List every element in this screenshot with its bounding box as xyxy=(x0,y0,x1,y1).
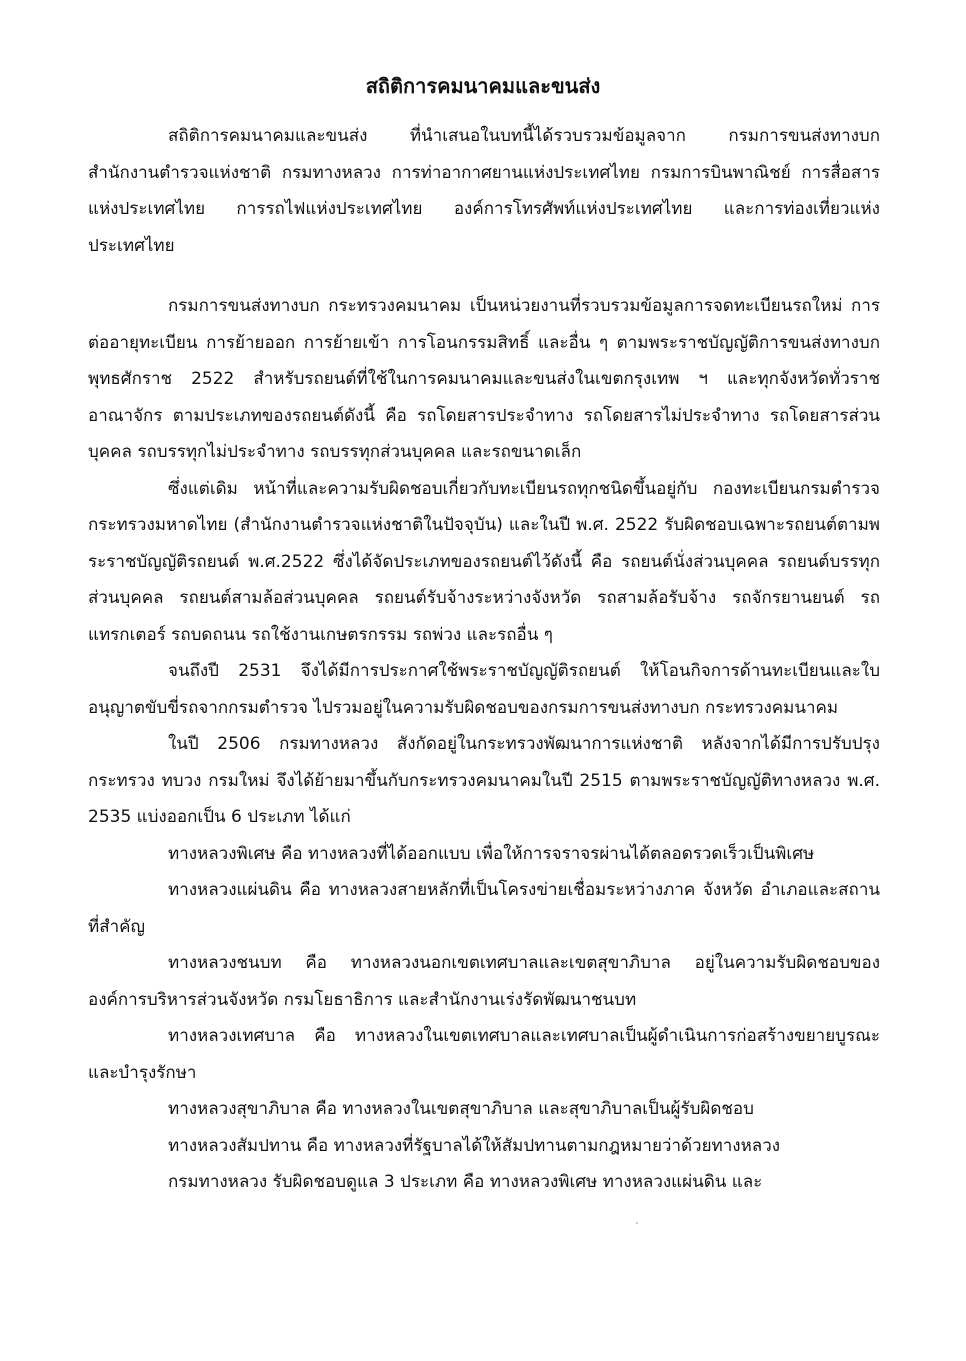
document-body xyxy=(88,118,880,1201)
paragraph-highway-responsibility: กรมทางหลวง รับผิดชอบดูแล 3 ประเภท คือ ทางหลวงพิเศษ ทางหลวงแผ่นดิน และ xyxy=(168,1172,763,1192)
page-title: สถิติการคมนาคมและขนส่ง xyxy=(365,74,601,98)
scan-speck xyxy=(636,1222,638,1224)
paragraph-data-sources: สถิติการคมนาคมและขนส่ง ที่นำเสนอในบทนี้ได้รวบรวมข้อมูลจาก กรมการขนส่งทางบก สำนักงานตำรวจแห่งชาติ กรมทางหลวง การท่าอากาศยานแห่งประเทศไทย กรมการบินพาณิชย์ การสื่อสารแห่งประเทศไทย การรถไฟแห่งประเทศไทย องค์การโทรศัพท์แห่งประเทศไทย และการท่องเที่ยวแห่งประเทศไทย xyxy=(88,126,880,256)
paragraph-special-highway: ทางหลวงพิเศษ คือ ทางหลวงที่ได้ออกแบบ เพื่อให้การจราจรผ่านได้ตลอดรวดเร็วเป็นพิเศษ xyxy=(168,843,815,864)
paragraph-rural-highway: ทางหลวงชนบท คือ ทางหลวงนอกเขตเทศบาลและเขตสุขาภิบาล อยู่ในความรับผิดชอบขององค์การบริหารส่วนจังหวัด กรมโยธาธิการ และสำนักงานเร่งรัดพัฒนาชนบท xyxy=(88,953,880,1010)
paragraph-vehicle-registration-history: ซึ่งแต่เดิม หน้าที่และความรับผิดชอบเกี่ยวกับทะเบียนรถทุกชนิดขึ้นอยู่กับ กองทะเบียนกรมตำรวจ กระทรวงมหาดไทย (สำนักงานตำรวจแห่งชาติในปัจจุบัน) และในปี พ.ศ. 2522 รับผิดชอบเฉพาะรถยนต์ตามพระราชบัญญัติรถยนต์ พ.ศ.2522 ซึ่งได้จัดประเภทของรถยนต์ไว้ดังนี้ คือ รถยนต์นั่งส่วนบุคคล รถยนต์บรรทุกส่วนบุคคล รถยนต์สามล้อส่วนบุคคล รถยนต์รับจ้างระหว่างจังหวัด รถสามล้อรับจ้าง รถจักรยานยนต์ รถแทรกเตอร์ รถบดถนน รถใช้งานเกษตรกรรม รถพ่วง และรถอื่น ๆ xyxy=(88,478,880,645)
paragraph-national-highway: ทางหลวงแผ่นดิน คือ ทางหลวงสายหลักที่เป็นโครงข่ายเชื่อมระหว่างภาค จังหวัด อำเภอและสถานที่สำคัญ xyxy=(88,880,880,937)
paragraph-sanitary-district-highway: ทางหลวงสุขาภิบาล คือ ทางหลวงในเขตสุขาภิบาล และสุขาภิบาลเป็นผู้รับผิดชอบ xyxy=(168,1099,754,1119)
paragraph-highway-department: ในปี 2506 กรมทางหลวง สังกัดอยู่ในกระทรวงพัฒนาการแห่งชาติ หลังจากได้มีการปรับปรุงกระทรวง ทบวง กรมใหม่ จึงได้ย้ายมาขึ้นกับกระทรวงคมนาคมในปี 2515 ตามพระราชบัญญัติทางหลวง พ.ศ. 2535 แบ่งออกเป็น 6 ประเภท ได้แก่ xyxy=(88,734,880,827)
paragraph-concession-highway: ทางหลวงสัมปทาน คือ ทางหลวงที่รัฐบาลได้ให้สัมปทานตามกฎหมายว่าด้วยทางหลวง xyxy=(168,1135,781,1156)
paragraph-land-transport-department: กรมการขนส่งทางบก กระทรวงคมนาคม เป็นหน่วยงานที่รวบรวมข้อมูลการจดทะเบียนรถใหม่ การต่ออายุทะเบียน การย้ายออก การย้ายเข้า การโอนกรรมสิทธิ์ และอื่น ๆ ตามพระราชบัญญัติการขนส่งทางบก พุทธศักราช 2522 สำหรับรถยนต์ที่ใช้ในการคมนาคมและขนส่งในเขตกรุงเทพ ฯ และทุกจังหวัดทั่วราชอาณาจักร ตามประเภทของรถยนต์ดังนี้ คือ รถโดยสารประจำทาง รถโดยสารไม่ประจำทาง รถโดยสารส่วนบุคคล รถบรรทุกไม่ประจำทาง รถบรรทุกส่วนบุคคล และรถขนาดเล็ก xyxy=(88,296,880,462)
paragraph-motor-vehicle-act: จนถึงปี 2531 จึงได้มีการประกาศใช้พระราชบัญญัติรถยนต์ ให้โอนกิจการด้านทะเบียนและใบอนุญาตขับขี่รถจากกรมตำรวจ ไปรวมอยู่ในความรับผิดชอบของกรมการขนส่งทางบก กระทรวงคมนาคม xyxy=(88,661,880,718)
paragraph-municipal-highway: ทางหลวงเทศบาล คือ ทางหลวงในเขตเทศบาลและเทศบาลเป็นผู้ดำเนินการก่อสร้างขยายบูรณะและบำรุงรักษา xyxy=(88,1026,880,1083)
